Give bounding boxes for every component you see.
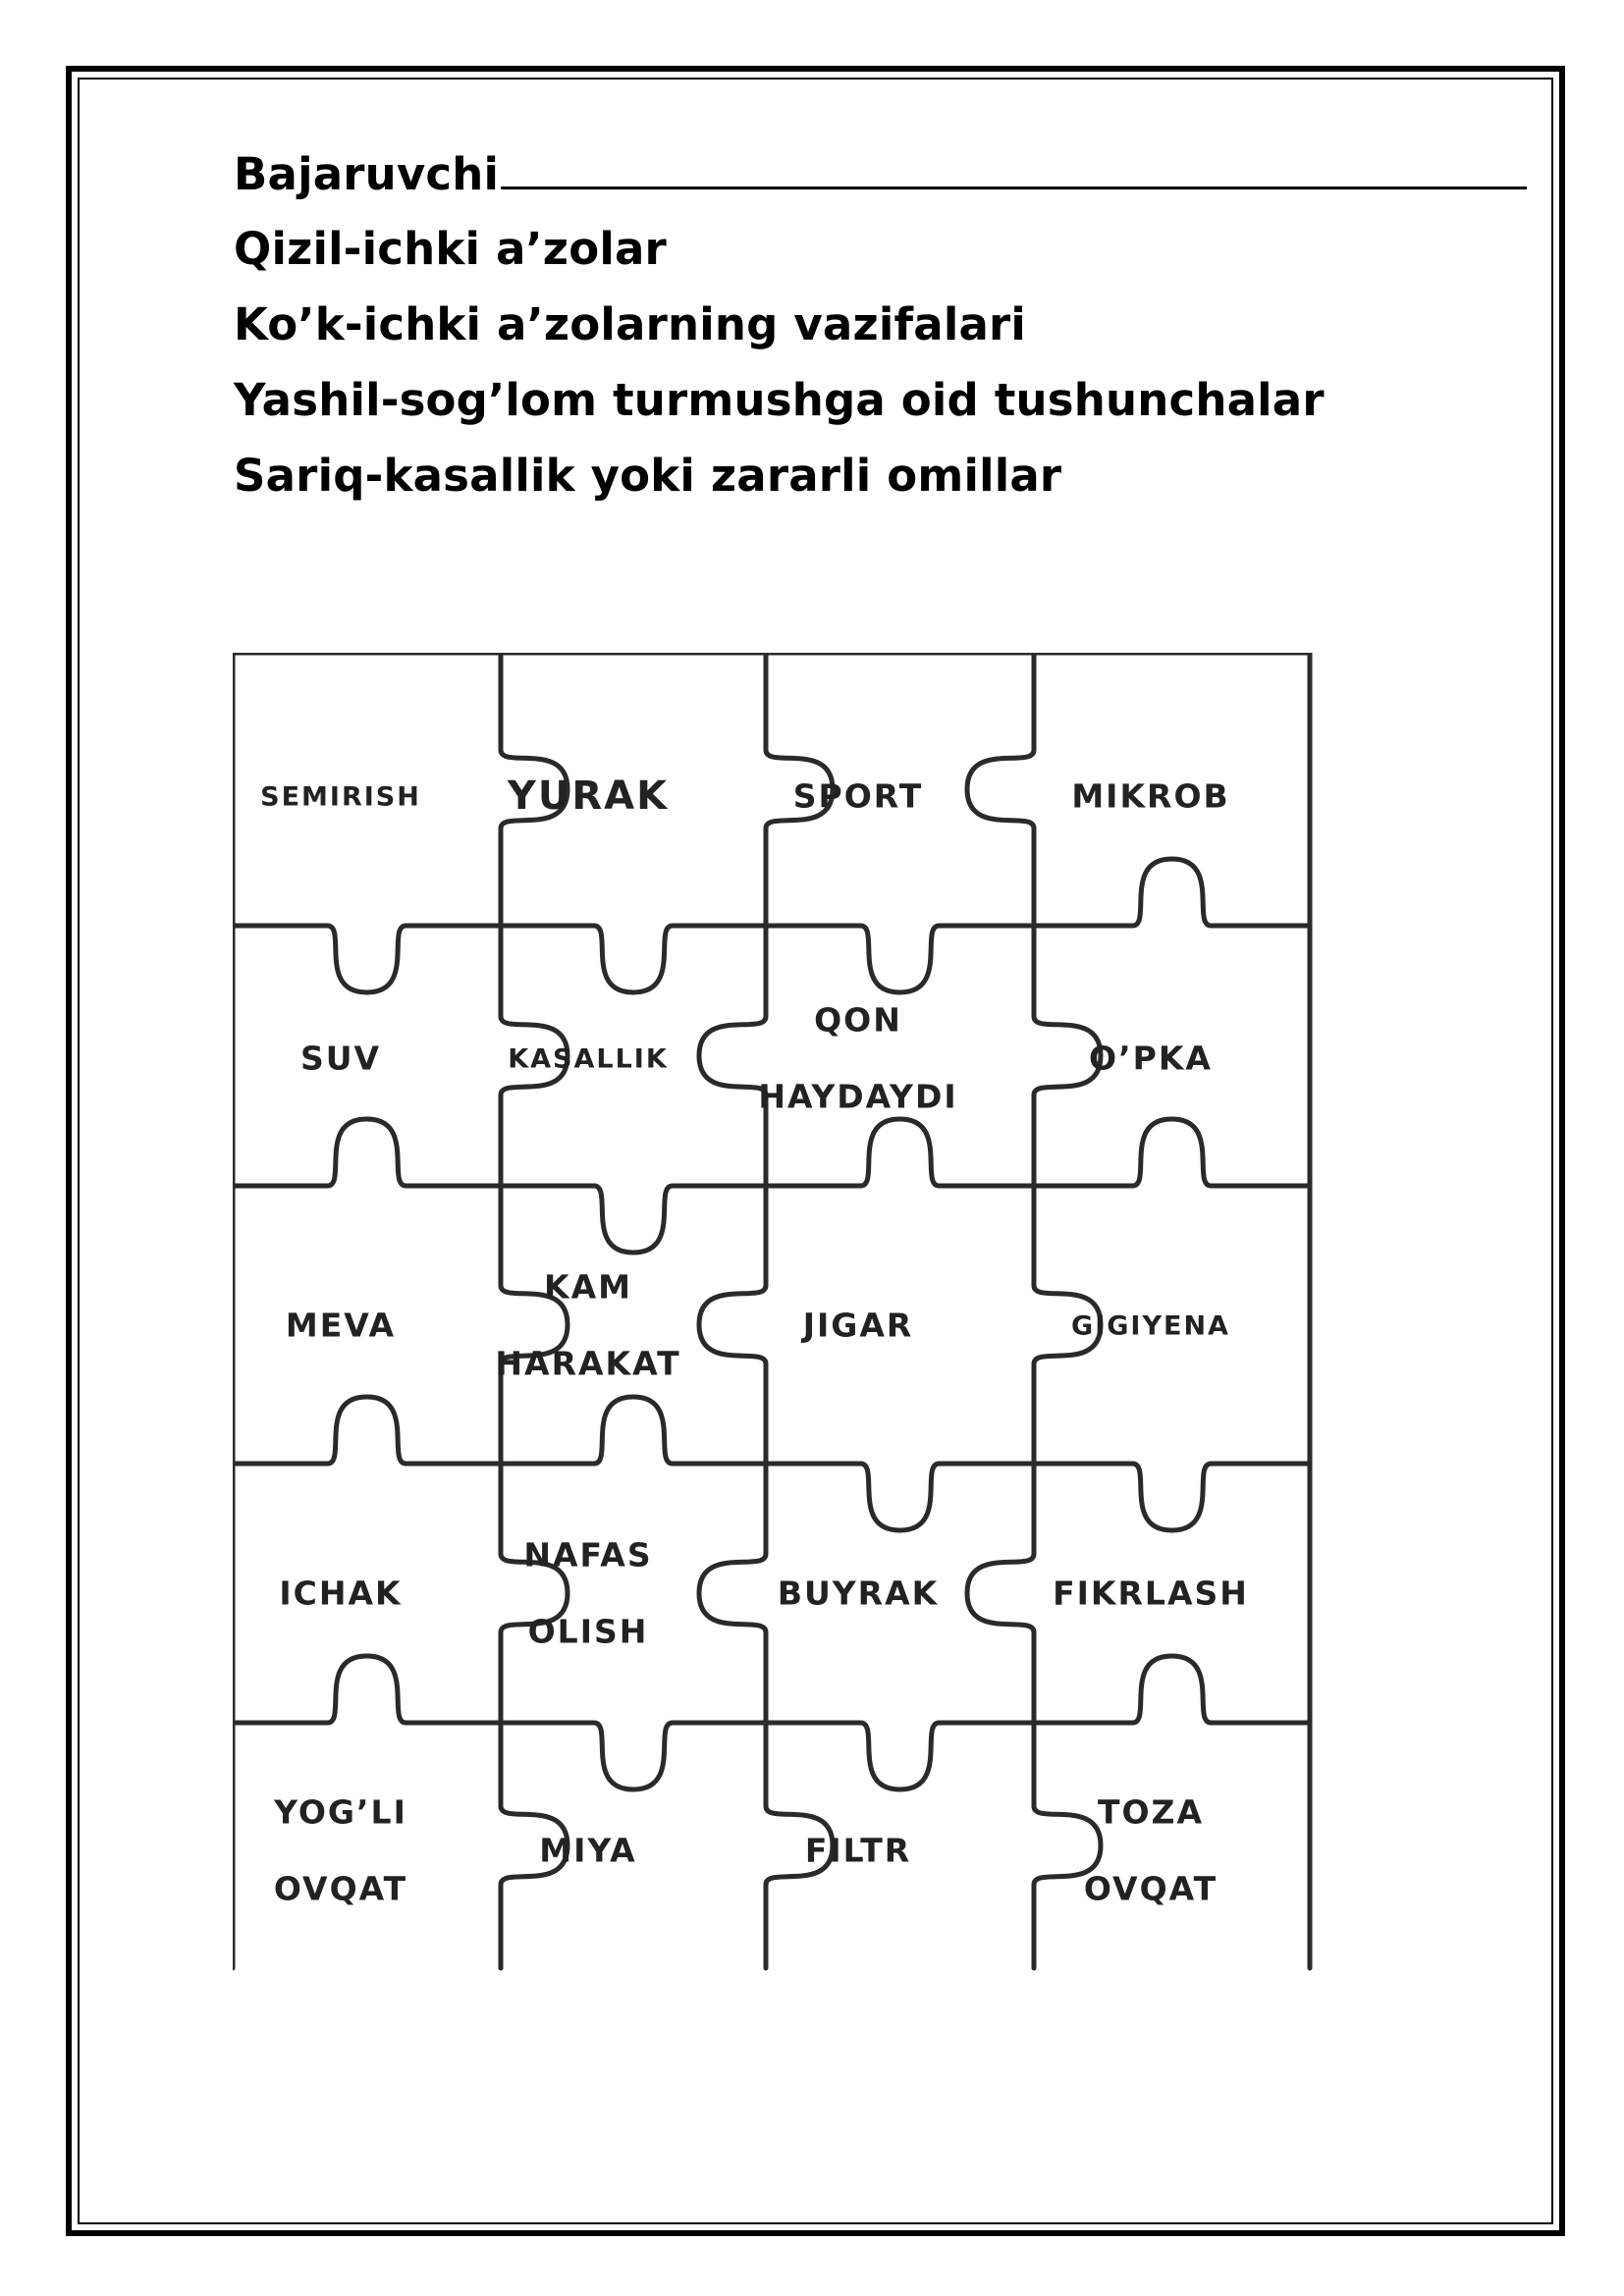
puzzle-horizontal-seam (766, 1464, 1034, 1530)
puzzle-piece-word: YOG’LI (274, 1792, 407, 1832)
puzzle-piece-word: JIGAR (802, 1306, 914, 1345)
puzzle-piece-word: ICHAK (279, 1574, 403, 1613)
puzzle-vertical-seam (699, 1464, 766, 1723)
legend-green: Yashil-sog’lom turmushga oid tushunchalar (234, 374, 1325, 426)
puzzle-horizontal-seam (1034, 1119, 1310, 1186)
puzzle-piece-word: FIKRLASH (1053, 1574, 1249, 1613)
puzzle-vertical-seam (967, 653, 1034, 926)
puzzle-horizontal-seam (1034, 1656, 1310, 1723)
puzzle-horizontal-seam (766, 1119, 1034, 1186)
puzzle-horizontal-seam (766, 926, 1034, 992)
puzzle-piece-word: BUYRAK (777, 1574, 940, 1613)
puzzle-piece-word: OLISH (527, 1612, 649, 1651)
puzzle-horizontal-seam (233, 1397, 501, 1464)
puzzle-vertical-seam (1034, 1723, 1101, 1968)
legend-blue: Ko’k-ichki a’zolarning vazifalari (234, 298, 1027, 350)
puzzle-piece-word: KASALLIK (508, 1043, 669, 1075)
puzzle-piece-word: MIYA (539, 1831, 637, 1870)
puzzle-vertical-seam (699, 1186, 766, 1464)
puzzle-horizontal-seam (501, 1186, 766, 1253)
puzzle-horizontal-seam (501, 1723, 766, 1789)
jigsaw-puzzle (233, 653, 1313, 1973)
puzzle-piece-word: MEVA (285, 1306, 397, 1345)
puzzle-piece-word: GIGIYENA (1071, 1310, 1230, 1342)
puzzle-horizontal-seam (233, 1656, 501, 1723)
puzzle-piece-word: HARAKAT (495, 1344, 681, 1383)
puzzle-horizontal-seam (501, 926, 766, 992)
puzzle-vertical-seam (699, 926, 766, 1186)
puzzle-vertical-seam (501, 1186, 568, 1464)
puzzle-vertical-seam (967, 1464, 1034, 1723)
puzzle-piece-word: OVQAT (273, 1869, 408, 1908)
puzzle-piece-word: NAFAS (523, 1535, 653, 1575)
legend-red: Qizil-ichki a’zolar (234, 223, 667, 275)
puzzle-vertical-seam (501, 1464, 568, 1723)
puzzle-piece-word: SUV (299, 1039, 382, 1078)
puzzle-piece-word: FILTR (804, 1831, 912, 1870)
performer-label: Bajaruvchi (234, 148, 500, 200)
puzzle-piece-word: O’PKA (1089, 1039, 1213, 1078)
puzzle-horizontal-seam (1034, 859, 1310, 926)
puzzle-piece-word: OVQAT (1083, 1869, 1218, 1908)
puzzle-piece-word: TOZA (1097, 1792, 1205, 1832)
puzzle-piece-word: SPORT (792, 776, 924, 816)
puzzle-horizontal-seam (501, 1397, 766, 1464)
puzzle-piece-word: SEMIRISH (260, 781, 421, 813)
puzzle-horizontal-seam (233, 926, 501, 992)
puzzle-horizontal-seam (1034, 1464, 1310, 1530)
puzzle-piece-word: KAM (544, 1267, 632, 1307)
performer-line (234, 147, 1527, 202)
puzzle-piece-word: QON (814, 1000, 902, 1040)
performer-name-blank[interactable] (501, 187, 1527, 189)
puzzle-piece-word: MIKROB (1071, 776, 1230, 816)
puzzle-piece-word: YURAK (507, 774, 670, 819)
puzzle-horizontal-seam (766, 1723, 1034, 1789)
legend-yellow: Sariq-kasallik yoki zararli omillar (234, 450, 1062, 502)
puzzle-horizontal-seam (233, 1119, 501, 1186)
puzzle-piece-word: HAYDAYDI (758, 1077, 958, 1116)
